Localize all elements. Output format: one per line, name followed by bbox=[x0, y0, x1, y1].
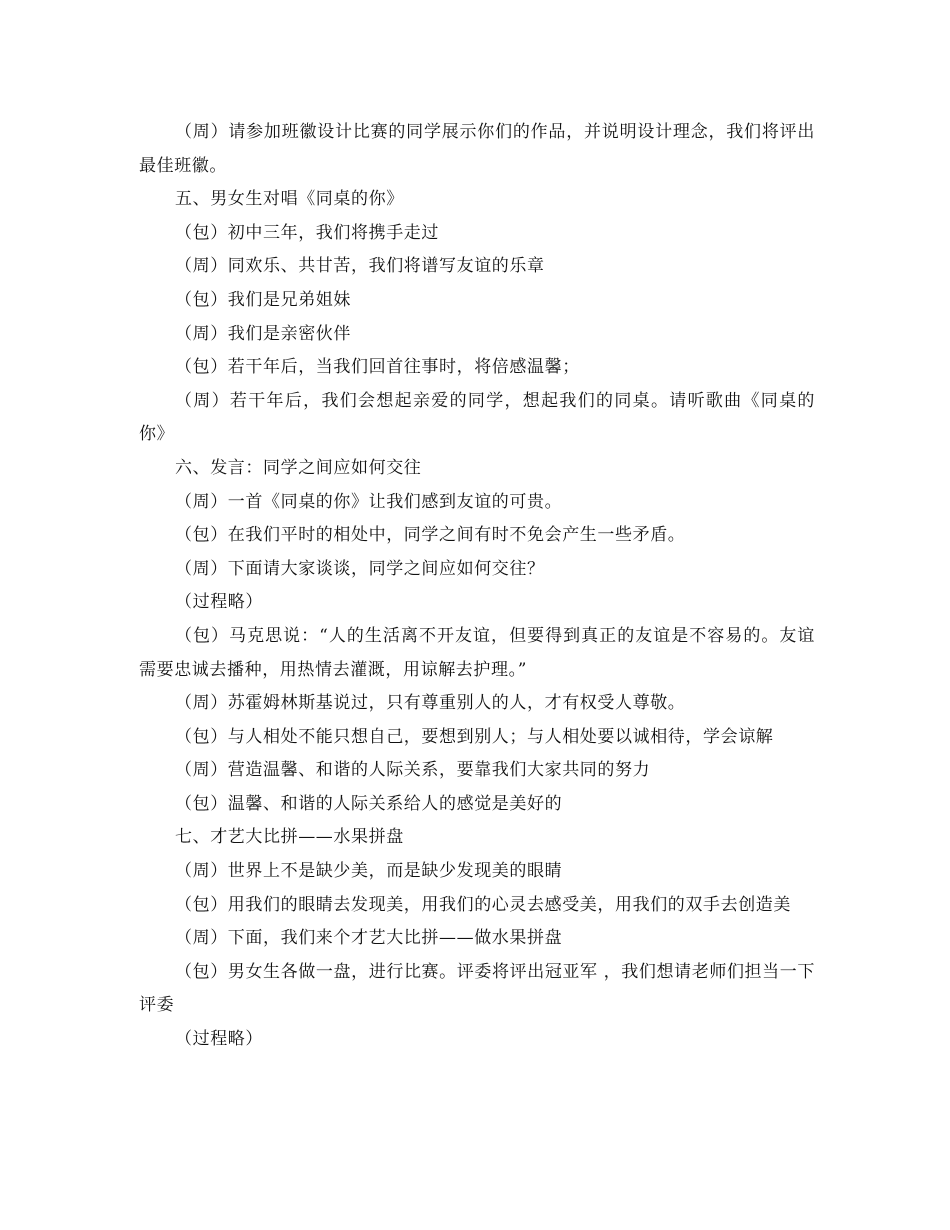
paragraph: （周）苏霍姆林斯基说过，只有尊重别人的人，才有权受人尊敬。 bbox=[175, 693, 686, 714]
paragraph: （包）初中三年，我们将携手走过 bbox=[175, 222, 439, 243]
paragraph: （过程略） bbox=[175, 1029, 263, 1050]
paragraph: （周）一首《同桌的你》让我们感到友谊的可贵。 bbox=[175, 491, 563, 512]
paragraph: （包）马克思说：“人的生活离不开友谊，但要得到真正的友谊是不容易的。友谊需要忠诚去播种，用热情去灌溉，用谅解去护理。” bbox=[139, 625, 815, 680]
paragraph: （包）在我们平时的相处中，同学之间有时不免会产生一些矛盾。 bbox=[175, 525, 686, 546]
paragraph: （周）下面请大家谈谈，同学之间应如何交往？ bbox=[175, 558, 545, 579]
section-heading: 六、发言：同学之间应如何交往 bbox=[175, 457, 422, 478]
section-heading: 五、男女生对唱《同桌的你》 bbox=[175, 189, 404, 210]
paragraph: （包）用我们的眼睛去发现美，用我们的心灵去感受美，用我们的双手去创造美 bbox=[175, 894, 791, 915]
section-heading: 七、才艺大比拼——水果拼盘 bbox=[175, 827, 404, 848]
document-body bbox=[139, 116, 815, 1057]
paragraph: （包）男女生各做一盘，进行比赛。评委将评出冠亚军 ，我们想请老师们担当一下评委 bbox=[139, 961, 815, 1016]
paragraph: （周）下面，我们来个才艺大比拼——做水果拼盘 bbox=[175, 928, 563, 949]
paragraph: （包）若干年后，当我们回首往事时，将倍感温馨； bbox=[175, 357, 580, 378]
paragraph: （包）我们是兄弟姐妹 bbox=[175, 289, 351, 310]
paragraph: （包）与人相处不能只想自己，要想到别人；与人相处要以诚相待，学会谅解 bbox=[175, 726, 774, 747]
paragraph: （周）若干年后，我们会想起亲爱的同学，想起我们的同桌。请听歌曲《同桌的你》 bbox=[139, 390, 815, 445]
paragraph: （过程略） bbox=[175, 592, 263, 613]
paragraph: （周）我们是亲密伙伴 bbox=[175, 323, 351, 344]
paragraph: （周）世界上不是缺少美，而是缺少发现美的眼睛 bbox=[175, 861, 563, 882]
paragraph: （周）请参加班徽设计比赛的同学展示你们的作品，并说明设计理念，我们将评出最佳班徽。 bbox=[139, 122, 815, 176]
paragraph: （周）营造温馨、和谐的人际关系，要靠我们大家共同的努力 bbox=[175, 760, 651, 781]
paragraph: （周）同欢乐、共甘苦，我们将谱写友谊的乐章 bbox=[175, 256, 545, 277]
paragraph: （包）温馨、和谐的人际关系给人的感觉是美好的 bbox=[175, 793, 563, 814]
